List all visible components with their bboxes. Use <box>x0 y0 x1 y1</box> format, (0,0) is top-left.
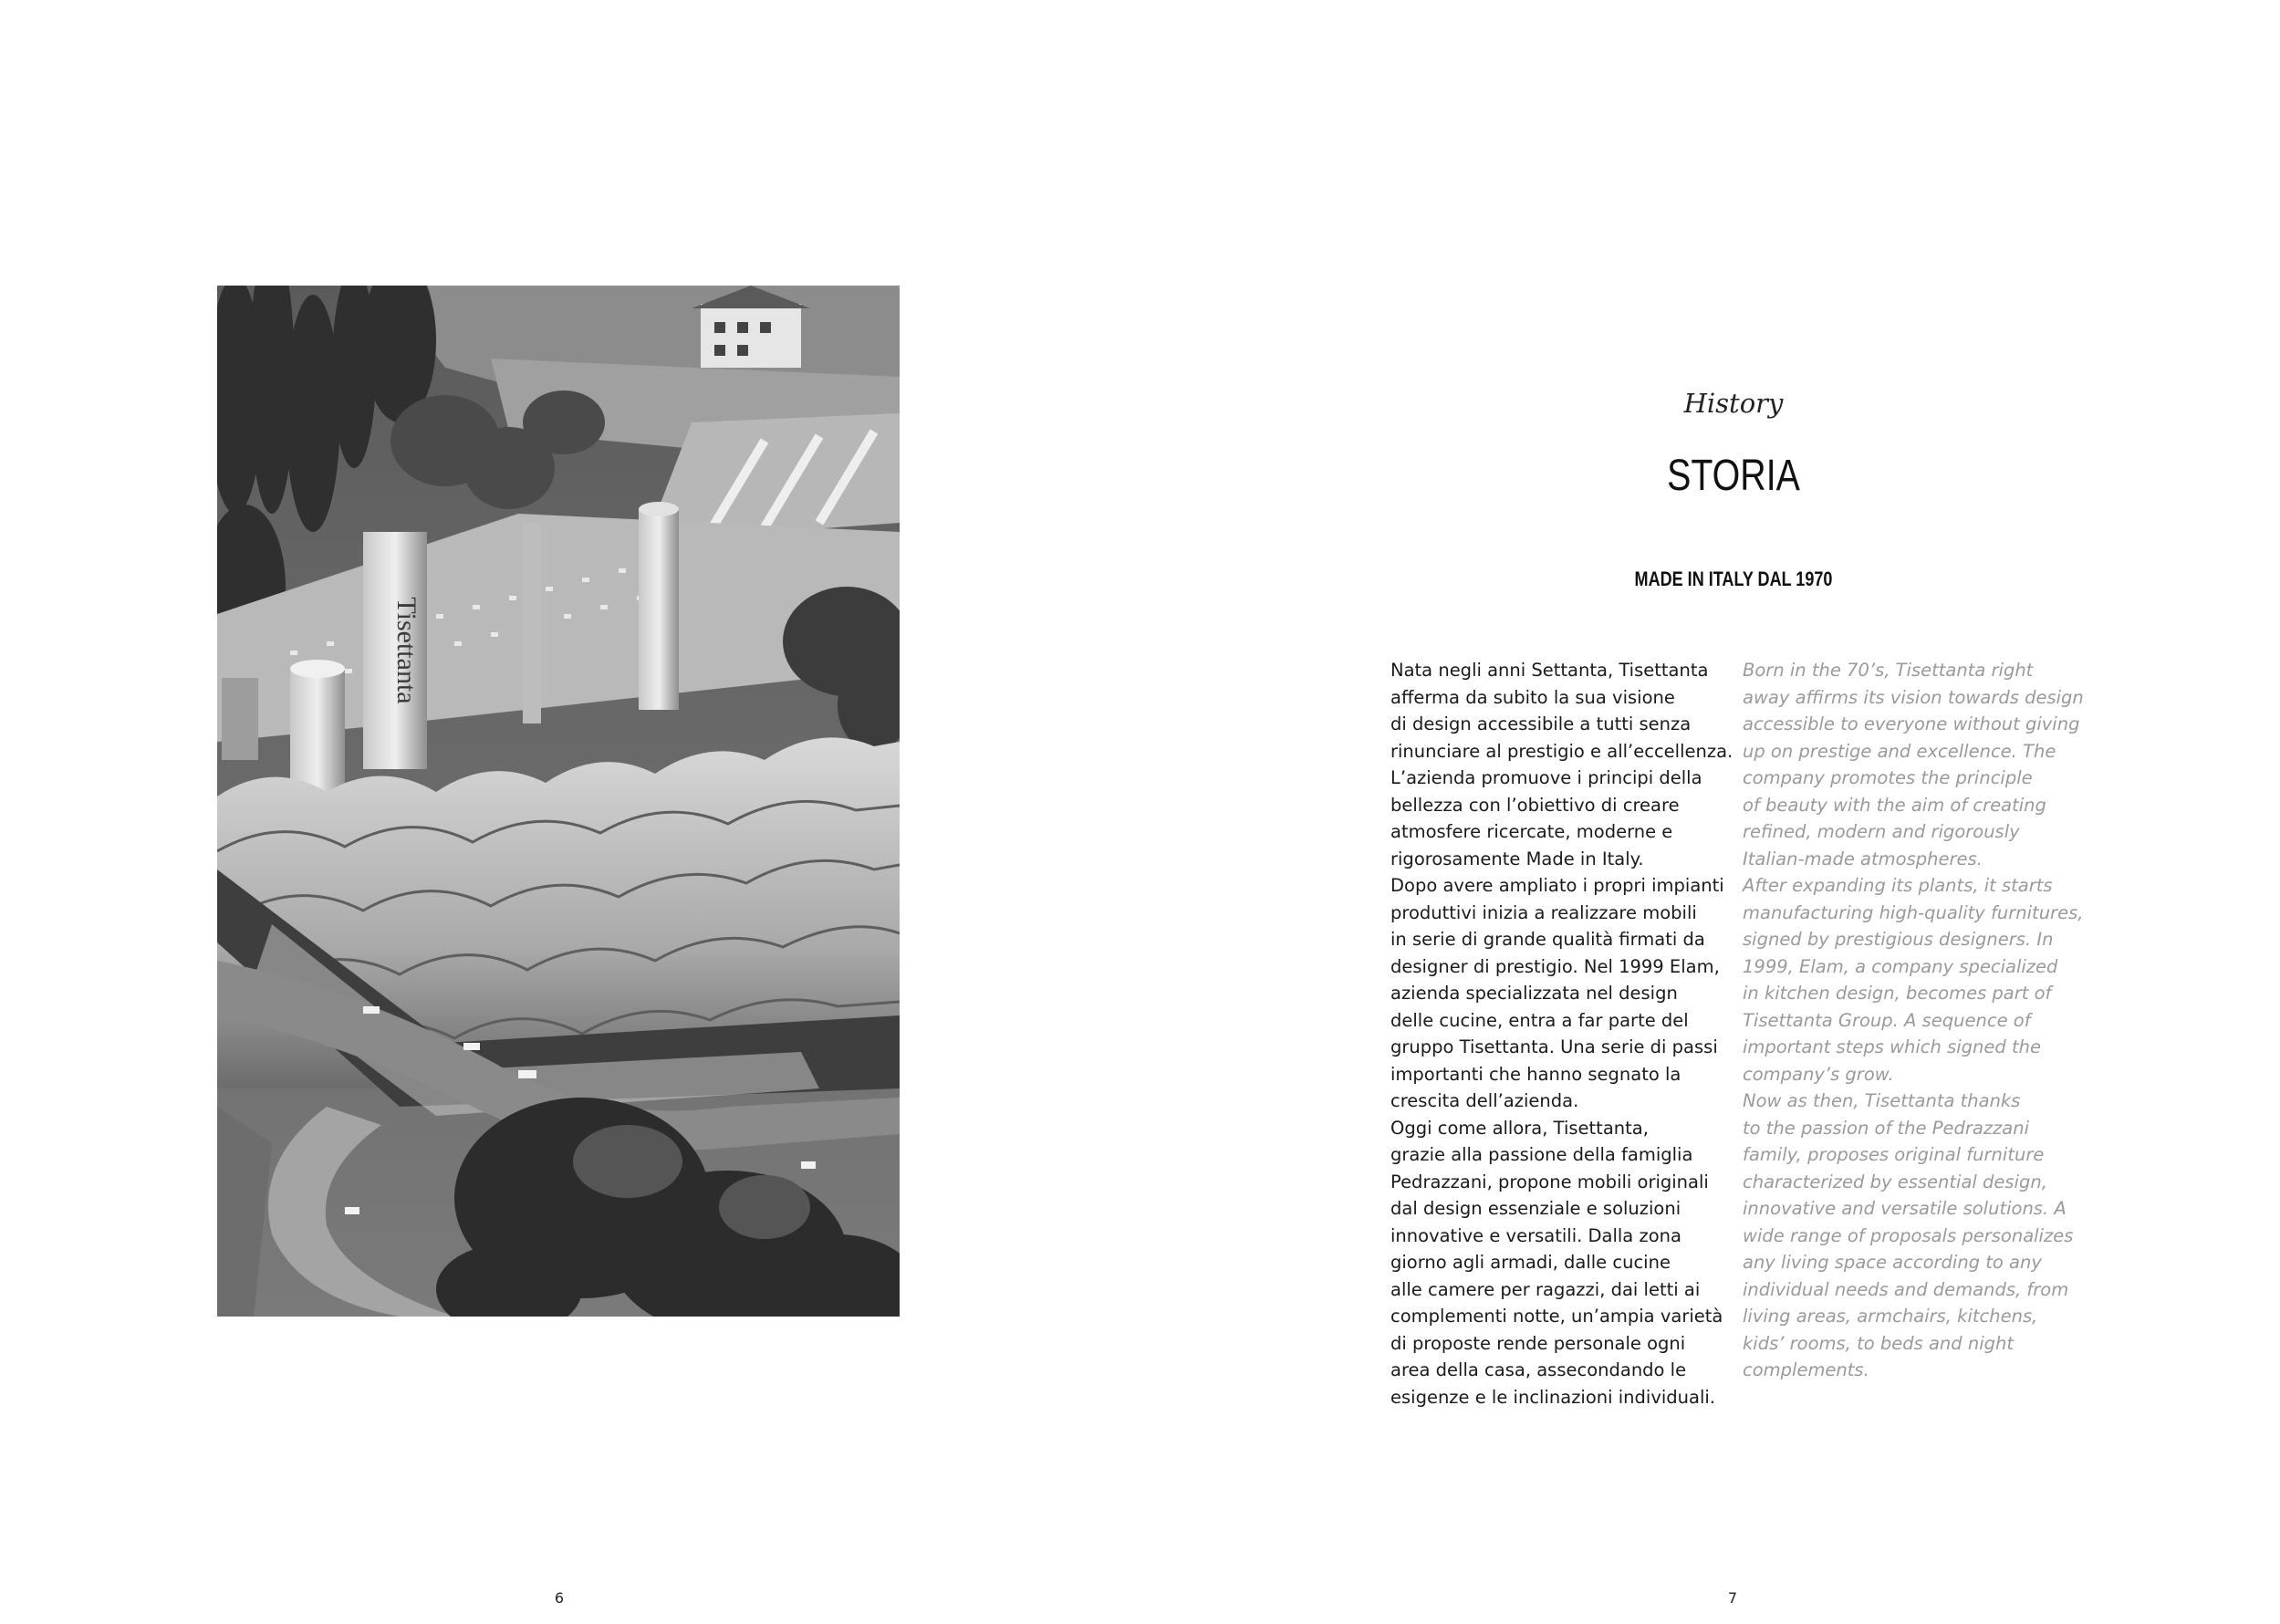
page-number-right: 7 <box>1727 1589 1738 1607</box>
english-line: to the passion of the Pedrazzani <box>1743 1117 2030 1139</box>
italian-line: L’azienda promuove i principi della <box>1390 767 1702 788</box>
english-line: company promotes the principle <box>1743 767 2033 788</box>
italian-line: rinunciare al prestigio e all’eccellenza. <box>1390 740 1733 762</box>
italian-line: grazie alla passione della famiglia <box>1390 1144 1693 1165</box>
section-eyebrow: History <box>1683 388 1784 419</box>
italian-line: esigenze e le inclinazioni individuali. <box>1390 1386 1715 1408</box>
italian-line: rigorosamente Made in Italy. <box>1390 848 1644 869</box>
tower-sign-text: Tisettanta <box>391 597 422 704</box>
english-line: of beauty with the aim of creating <box>1743 794 2046 816</box>
italian-line: delle cucine, entra a far parte del <box>1390 1009 1689 1031</box>
italian-line: innovative e versatili. Dalla zona <box>1390 1224 1681 1246</box>
english-text-column <box>1743 657 2089 1384</box>
factory-aerial-photo <box>217 286 900 1317</box>
italian-line: atmosfere ricercate, moderne e <box>1390 821 1673 842</box>
italian-line: gruppo Tisettanta. Una serie di passi <box>1390 1036 1718 1057</box>
english-line: up on prestige and excellence. The <box>1743 740 2056 762</box>
english-line: in kitchen design, becomes part of <box>1743 983 2052 1004</box>
italian-line: in serie di grande qualità firmati da <box>1390 929 1705 950</box>
english-line: individual needs and demands, from <box>1743 1278 2069 1300</box>
english-line: signed by prestigious designers. In <box>1743 929 2054 950</box>
english-line: After expanding its plants, it starts <box>1743 875 2053 896</box>
page-number-left: 6 <box>554 1589 565 1607</box>
page-subtitle: MADE IN ITALY DAL 1970 <box>1634 567 1833 590</box>
english-line: characterized by essential design, <box>1743 1171 2047 1192</box>
italian-line: Pedrazzani, propone mobili originali <box>1390 1171 1709 1192</box>
english-line: family, proposes original furniture <box>1743 1144 2045 1165</box>
english-line: complements. <box>1743 1359 1869 1380</box>
english-line: any living space according to any <box>1743 1252 2042 1273</box>
italian-line: produttivi inizia a realizzare mobili <box>1390 901 1697 923</box>
english-line: Now as then, Tisettanta thanks <box>1743 1090 2021 1111</box>
italian-line: di design accessibile a tutti senza <box>1390 713 1692 734</box>
english-line: Born in the 70’s, Tisettanta right <box>1743 660 2034 681</box>
english-line: 1999, Elam, a company specialized <box>1743 955 2058 977</box>
italian-line: Oggi come allora, Tisettanta, <box>1390 1117 1649 1139</box>
english-line: wide range of proposals personalizes <box>1743 1224 2074 1246</box>
italian-line: complementi notte, un’ampia varietà <box>1390 1306 1723 1327</box>
italian-line: area della casa, assecondando le <box>1390 1359 1687 1380</box>
english-line: Tisettanta Group. A sequence of <box>1743 1009 2031 1031</box>
english-line: away affirms its vision towards design <box>1743 686 2084 708</box>
italian-line: di proposte rende personale ogni <box>1390 1332 1686 1354</box>
italian-line: giorno agli armadi, dalle cucine <box>1390 1252 1671 1273</box>
italian-line: bellezza con l’obiettivo di creare <box>1390 794 1680 816</box>
italian-line: importanti che hanno segnato la <box>1390 1063 1681 1085</box>
italian-line: designer di prestigio. Nel 1999 Elam, <box>1390 955 1720 977</box>
english-line: Italian-made atmospheres. <box>1743 848 1983 869</box>
english-line: living areas, armchairs, kitchens, <box>1743 1306 2038 1327</box>
page-title: STORIA <box>1667 452 1800 500</box>
italian-line: Nata negli anni Settanta, Tisettanta <box>1390 660 1709 681</box>
italian-line: Dopo avere ampliato i propri impianti <box>1390 875 1724 896</box>
english-line: refined, modern and rigorously <box>1743 821 2020 842</box>
english-line: accessible to everyone without giving <box>1743 713 2080 734</box>
english-line: company’s grow. <box>1743 1063 1894 1085</box>
italian-text-column <box>1390 657 1737 1411</box>
english-line: innovative and versatile solutions. A <box>1743 1198 2067 1219</box>
english-line: important steps which signed the <box>1743 1036 2041 1057</box>
english-line: kids’ rooms, to beds and night <box>1743 1332 2015 1354</box>
english-line: manufacturing high-quality furnitures, <box>1743 901 2084 923</box>
italian-line: crescita dell’azienda. <box>1390 1090 1579 1111</box>
italian-line: azienda specializzata nel design <box>1390 983 1678 1004</box>
factory-aerial-illustration <box>217 286 900 1317</box>
italian-line: alle camere per ragazzi, dai letti ai <box>1390 1278 1701 1300</box>
italian-line: afferma da subito la sua visione <box>1390 686 1675 708</box>
italian-line: dal design essenziale e soluzioni <box>1390 1198 1681 1219</box>
